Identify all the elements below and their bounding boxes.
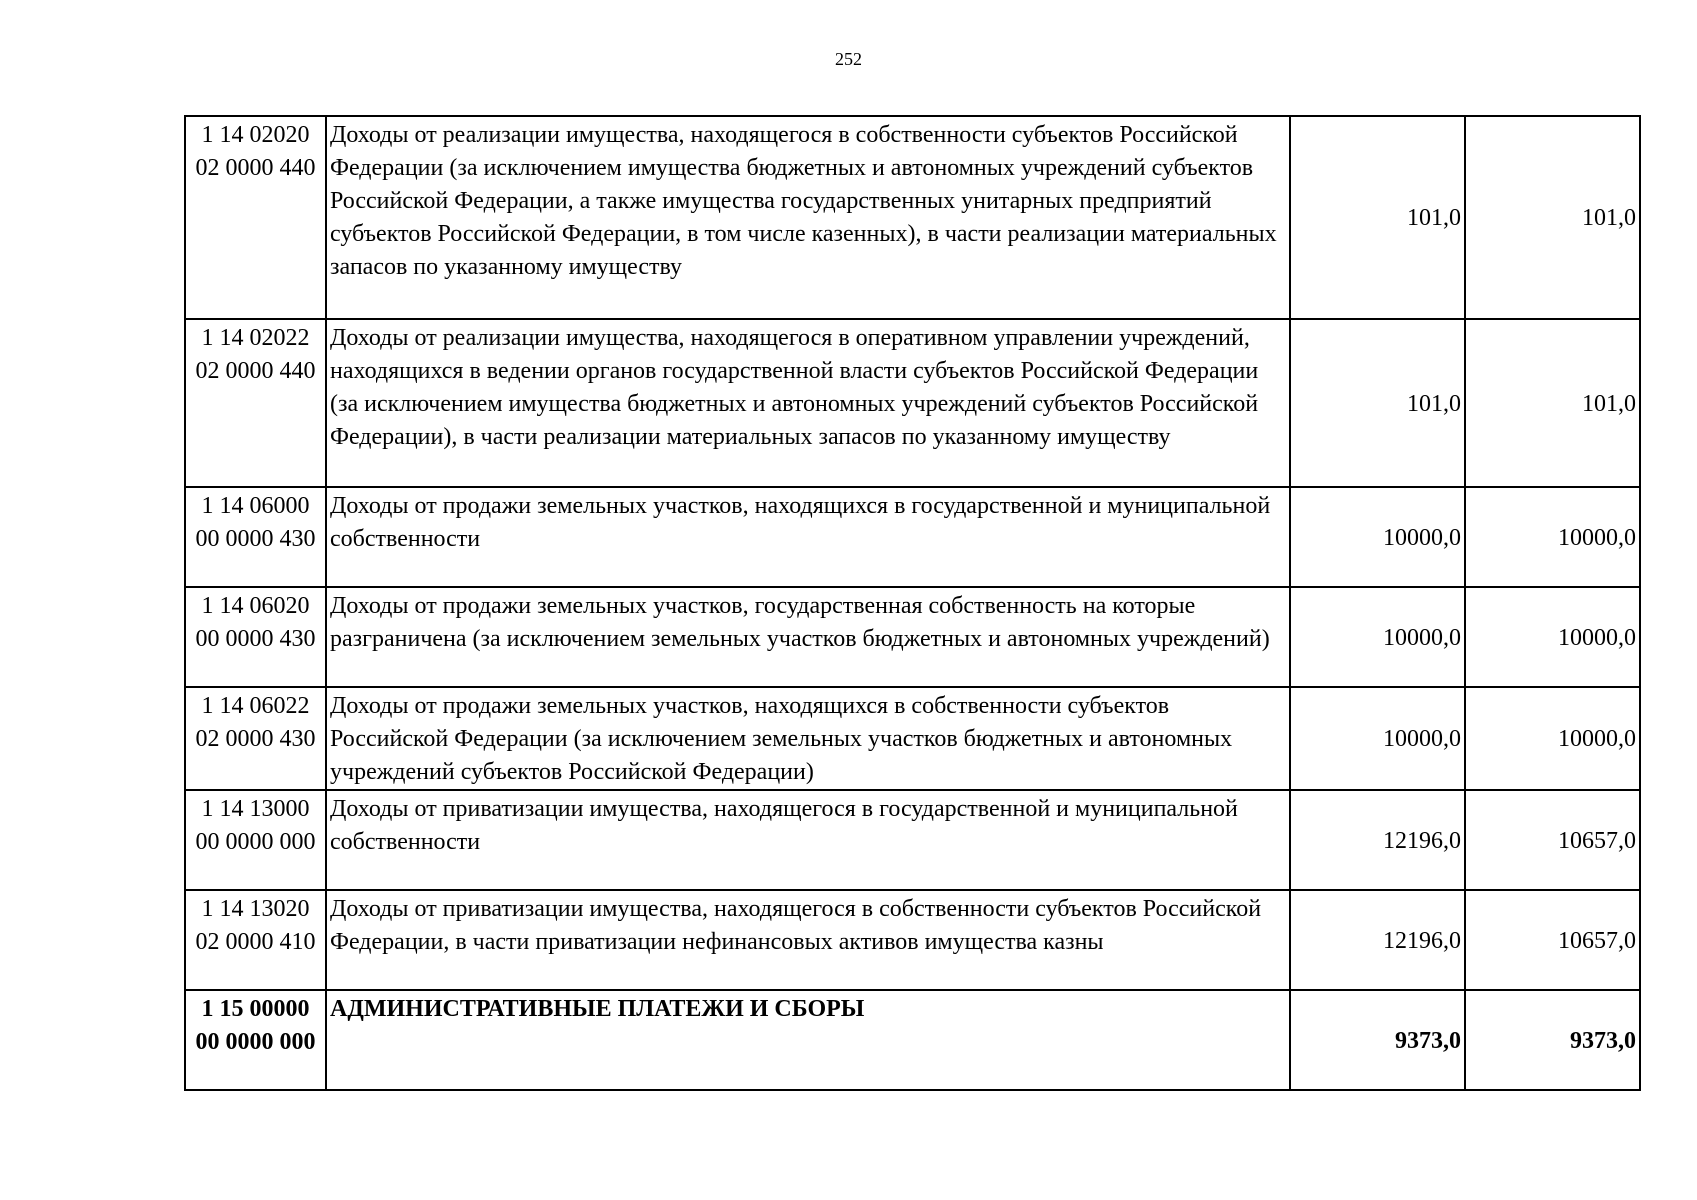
code-line: 02 0000 440 [195, 155, 316, 181]
code-line: 00 0000 430 [195, 626, 316, 652]
revenue-table [184, 115, 1641, 1091]
code-cell [185, 116, 326, 319]
table-row [185, 116, 1640, 319]
value-cell: 101,0 [1465, 116, 1640, 319]
code-line: 02 0000 440 [195, 358, 316, 384]
value-cell: 101,0 [1290, 116, 1465, 319]
description-cell: Доходы от реализации имущества, находящегося в оперативном управлении учреждений, находящихся в ведении органов государственной власти субъектов Российской Федерации (за исключением имущества бюджетных и автономных учреждений субъектов Российской Федерации), в части реализации материальных запасов по указанному имуществу [326, 319, 1290, 487]
value-cell: 101,0 [1290, 319, 1465, 487]
value-cell: 9373,0 [1290, 990, 1465, 1090]
value-cell: 10657,0 [1465, 790, 1640, 890]
code-cell [185, 890, 326, 990]
code-line: 1 14 06000 [201, 493, 310, 519]
code-cell [185, 790, 326, 890]
description-cell: АДМИНИСТРАТИВНЫЕ ПЛАТЕЖИ И СБОРЫ [326, 990, 1290, 1090]
value-cell: 9373,0 [1465, 990, 1640, 1090]
code-cell [185, 487, 326, 587]
page-number: 252 [835, 49, 862, 69]
code-line: 02 0000 430 [195, 726, 316, 752]
code-line: 02 0000 410 [195, 929, 316, 955]
code-cell [185, 587, 326, 687]
code-line: 1 14 13020 [201, 896, 310, 922]
code-line: 1 15 00000 [201, 996, 310, 1022]
code-line: 00 0000 000 [195, 1029, 316, 1055]
value-cell: 10000,0 [1465, 487, 1640, 587]
description-cell: Доходы от приватизации имущества, находящегося в государственной и муниципальной собственности [326, 790, 1290, 890]
code-line: 1 14 13000 [201, 796, 310, 822]
value-cell: 10000,0 [1465, 587, 1640, 687]
code-line: 1 14 02020 [201, 122, 310, 148]
description-cell: Доходы от реализации имущества, находящегося в собственности субъектов Российской Федерации (за исключением имущества бюджетных и автономных учреждений субъектов Российской Федерации, а также имущества государственных унитарных предприятий субъектов Российской Федерации, в том числе казенных), в части реализации материальных запасов по указанному имуществу [326, 116, 1290, 319]
value-cell: 101,0 [1465, 319, 1640, 487]
value-cell: 12196,0 [1290, 890, 1465, 990]
description-cell: Доходы от продажи земельных участков, находящихся в государственной и муниципальной собственности [326, 487, 1290, 587]
table-row [185, 790, 1640, 890]
description-cell: Доходы от приватизации имущества, находящегося в собственности субъектов Российской Федерации, в части приватизации нефинансовых активов имущества казны [326, 890, 1290, 990]
code-line: 1 14 06022 [201, 693, 310, 719]
code-cell [185, 687, 326, 790]
value-cell: 10000,0 [1290, 587, 1465, 687]
value-cell: 10000,0 [1465, 687, 1640, 790]
table-row [185, 487, 1640, 587]
description-cell: Доходы от продажи земельных участков, находящихся в собственности субъектов Российской Федерации (за исключением земельных участков бюджетных и автономных учреждений субъектов Российской Федерации) [326, 687, 1290, 790]
value-cell: 12196,0 [1290, 790, 1465, 890]
value-cell: 10657,0 [1465, 890, 1640, 990]
table-row [185, 587, 1640, 687]
code-line: 00 0000 000 [195, 829, 316, 855]
table-row-section-total [185, 990, 1640, 1090]
code-line: 1 14 06020 [201, 593, 310, 619]
description-cell: Доходы от продажи земельных участков, государственная собственность на которые разграничена (за исключением земельных участков бюджетных и автономных учреждений) [326, 587, 1290, 687]
code-cell [185, 319, 326, 487]
value-cell: 10000,0 [1290, 687, 1465, 790]
table-row [185, 687, 1640, 790]
code-line: 00 0000 430 [195, 526, 316, 552]
table-row [185, 319, 1640, 487]
table-row [185, 890, 1640, 990]
value-cell: 10000,0 [1290, 487, 1465, 587]
code-cell [185, 990, 326, 1090]
code-line: 1 14 02022 [201, 325, 310, 351]
